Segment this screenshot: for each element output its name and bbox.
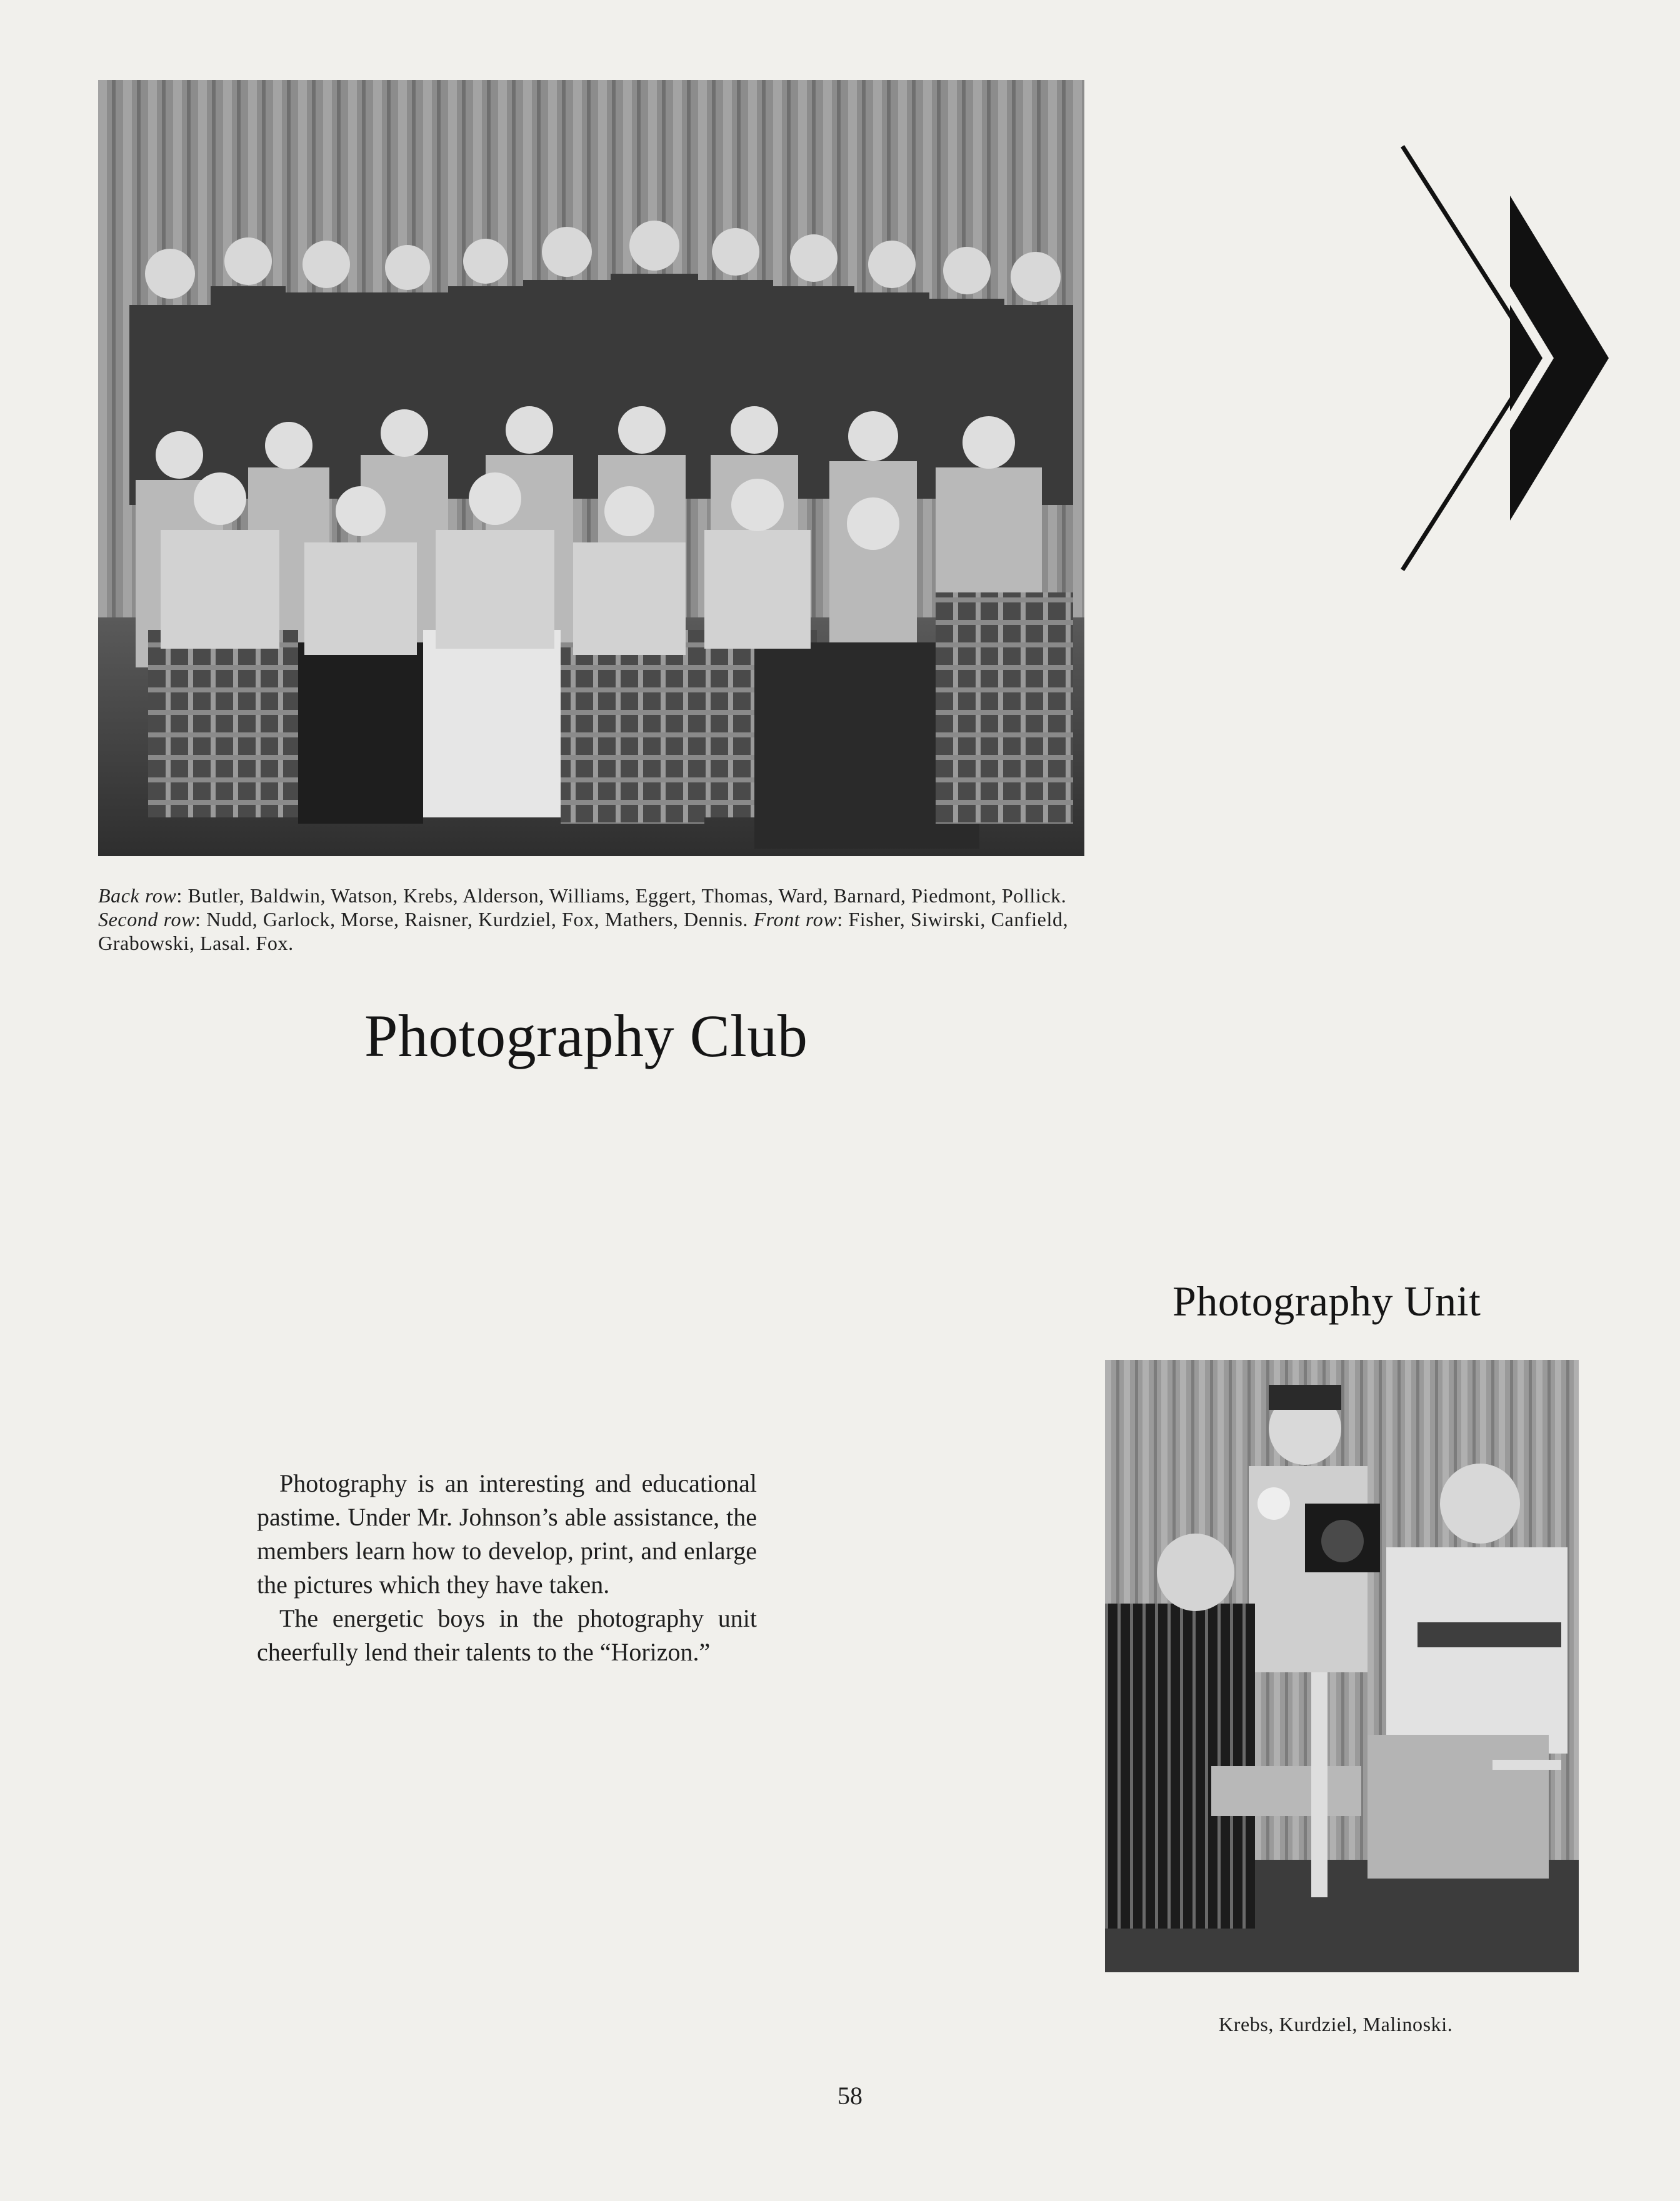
back-row-label: Back row xyxy=(98,884,177,907)
front-row-names: : Fisher, Siwirski, Canfield, Grabowski, Lasal. Fox. xyxy=(98,908,1069,954)
unit-photo xyxy=(1105,1360,1579,1972)
group-photo-image xyxy=(98,80,1084,856)
unit-photo-caption: Krebs, Kurdziel, Malinoski. xyxy=(1219,2013,1453,2035)
back-row-names: : Butler, Baldwin, Watson, Krebs, Alderson, Williams, Eggert, Thomas, Ward, Barnard, Piedmont, Pollick. xyxy=(176,884,1067,907)
group-photo xyxy=(98,80,1084,856)
club-title: Photography Club xyxy=(364,1002,808,1069)
body-text xyxy=(257,1467,757,1669)
body-paragraph-1: Photography is an interesting and educational pastime. Under Mr. Johnson’s able assistance, the members learn how to develop, print, and enlarge the pictures which they have taken. xyxy=(257,1469,757,1599)
second-row-label: Second row xyxy=(98,908,196,931)
unit-photo-image xyxy=(1105,1360,1579,1972)
page-number: 58 xyxy=(838,2082,862,2110)
chevron-arrow-icon xyxy=(1399,142,1611,574)
group-photo-caption xyxy=(98,884,1111,955)
second-row-names: : Nudd, Garlock, Morse, Raisner, Kurdziel, Fox, Mathers, Dennis. xyxy=(195,908,754,931)
front-row-label: Front row xyxy=(753,908,838,931)
body-paragraph-2: The energetic boys in the photography unit cheerfully lend their talents to the “Horizon.” xyxy=(257,1604,757,1666)
unit-title: Photography Unit xyxy=(1172,1277,1481,1325)
